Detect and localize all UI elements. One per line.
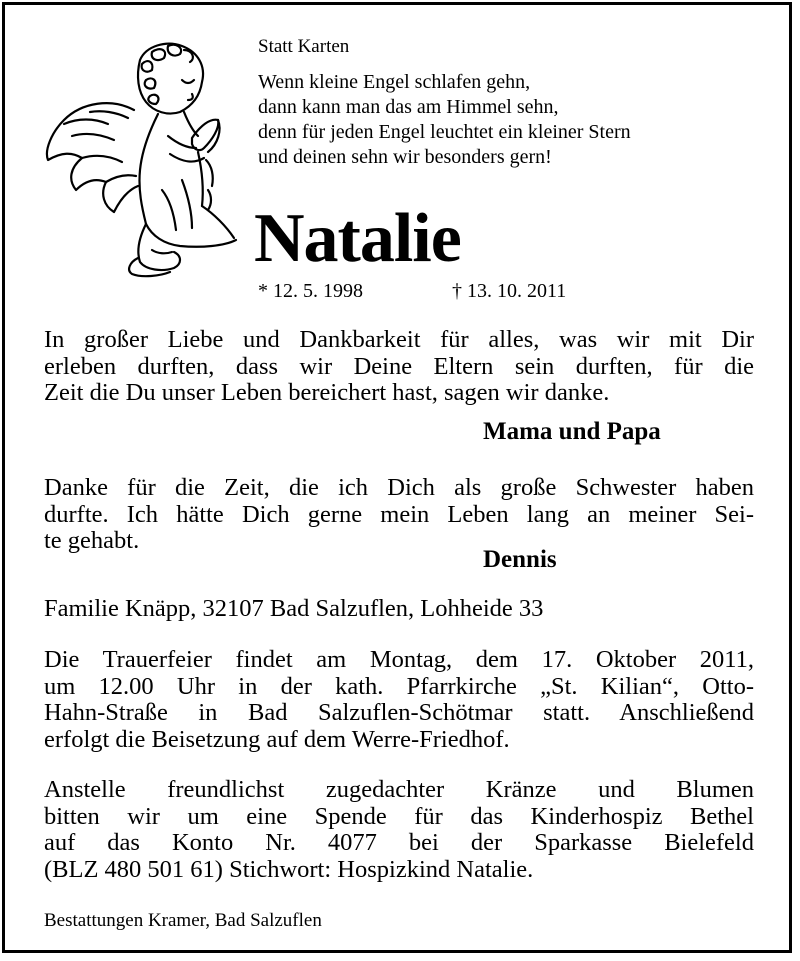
poem-line: Wenn kleine Engel schlafen gehn,: [258, 71, 531, 93]
text-line: Hahn-Straße in Bad Salzuflen-Schötmar statt. Anschließend: [44, 699, 754, 726]
text-line: (BLZ 480 501 61) Stichwort: Hospizkind Natalie.: [44, 855, 534, 883]
parents-signature: Mama und Papa: [483, 418, 661, 445]
funeral-info: [44, 647, 754, 753]
donation-info: [44, 777, 754, 883]
poem: [258, 70, 631, 170]
text-line: te gehabt.: [44, 527, 140, 554]
poem-line: denn für jeden Engel leuchtet ein kleiner Stern: [258, 121, 631, 143]
text-line: bitten wir um eine Spende für das Kinderhospiz Bethel: [44, 802, 754, 830]
parents-message: [44, 327, 754, 407]
text-line: durfte. Ich hätte Dich gerne mein Leben lang an meiner Sei-: [44, 500, 754, 528]
death-date: † 13. 10. 2011: [452, 280, 567, 302]
family-address: Familie Knäpp, 32107 Bad Salzuflen, Lohheide 33: [44, 595, 544, 622]
text-line: erfolgt die Beisetzung auf dem Werre-Friedhof.: [44, 725, 510, 753]
praying-angel-icon: [42, 40, 242, 280]
birth-date: * 12. 5. 1998: [258, 280, 363, 302]
text-line: Danke für die Zeit, die ich Dich als große Schwester haben: [44, 474, 754, 501]
statt-karten: Statt Karten: [258, 36, 350, 57]
brother-message: [44, 475, 754, 555]
text-line: Die Trauerfeier findet am Montag, dem 17. Oktober 2011,: [44, 646, 754, 673]
poem-line: dann kann man das am Himmel sehn,: [258, 96, 559, 118]
text-line: erleben durften, dass wir Deine Eltern sein durften, für die: [44, 352, 754, 380]
poem-line: und deinen sehn wir besonders gern!: [258, 146, 552, 168]
text-line: In großer Liebe und Dankbarkeit für alles, was wir mit Dir: [44, 326, 754, 353]
text-line: auf das Konto Nr. 4077 bei der Sparkasse Bielefeld: [44, 829, 754, 856]
text-line: Anstelle freundlichst zugedachter Kränze und Blumen: [44, 776, 754, 803]
deceased-name: Natalie: [254, 200, 461, 277]
undertaker: Bestattungen Kramer, Bad Salzuflen: [44, 910, 322, 931]
text-line: Zeit die Du unser Leben bereichert hast, sagen wir danke.: [44, 379, 610, 406]
brother-signature: Dennis: [483, 546, 557, 573]
text-line: um 12.00 Uhr in der kath. Pfarrkirche „St. Kilian“, Otto-: [44, 672, 754, 700]
